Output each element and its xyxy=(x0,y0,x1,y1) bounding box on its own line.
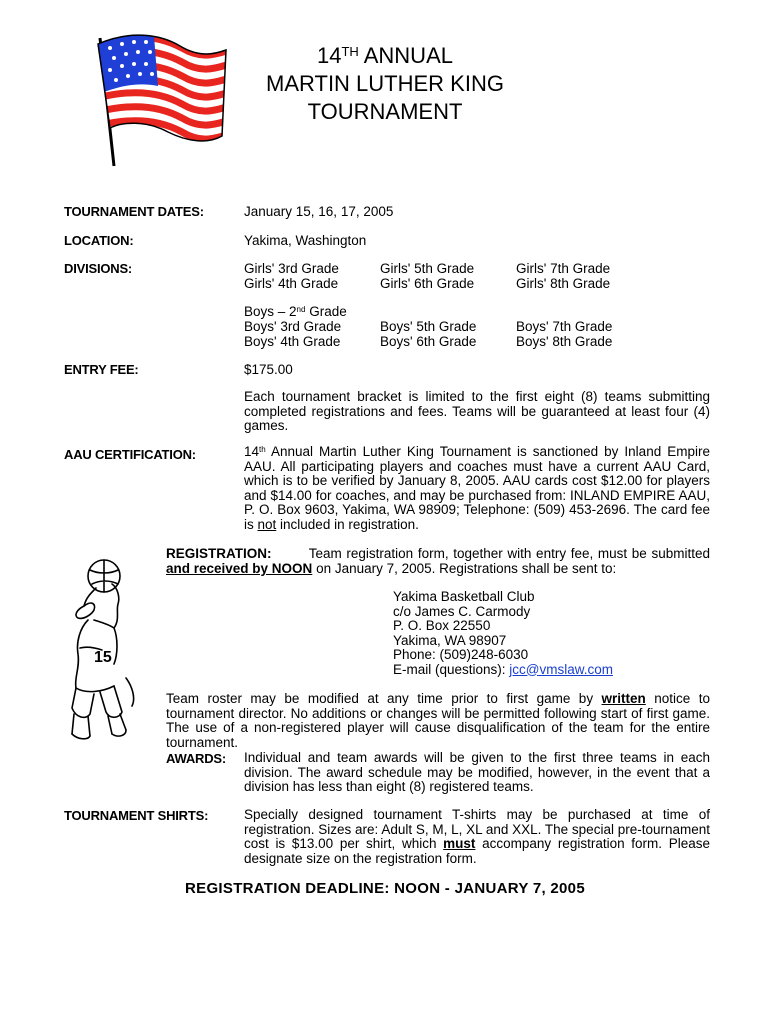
division-item: Girls' 3rd Grade xyxy=(244,261,339,276)
email-link[interactable]: jcc@vmslaw.com xyxy=(509,661,614,677)
dates-value: January 15, 16, 17, 2005 xyxy=(244,204,394,219)
location-value: Yakima, Washington xyxy=(244,233,367,248)
division-item: Girls' 8th Grade xyxy=(516,276,611,291)
roster-written: written xyxy=(601,691,646,706)
girls-col-2 xyxy=(380,261,474,291)
title-ordinal: 14 xyxy=(317,43,342,68)
aau-label: AAU CERTIFICATION: xyxy=(64,447,196,462)
location-label: LOCATION: xyxy=(64,233,134,248)
mailing-address xyxy=(393,590,613,677)
title-line2: MARTIN LUTHER KING xyxy=(266,71,504,96)
basketball-player-icon xyxy=(66,558,156,744)
title-ordinal-suffix: TH xyxy=(341,44,359,59)
roster-text-b: notice to tournament director. No additions or changes will be permitted following start of first game. The use of a non-registered player will cause disqualification of the team for the entire tournament. xyxy=(166,691,710,750)
shirts-text xyxy=(244,808,710,866)
division-item-boys-2nd xyxy=(244,304,347,319)
email-label: E-mail (questions): xyxy=(393,661,510,677)
aau-ordinal: 14 xyxy=(244,444,260,459)
division-item: Girls' 6th Grade xyxy=(380,276,475,291)
divisions-label: DIVISIONS: xyxy=(64,261,133,276)
dates-label: TOURNAMENT DATES: xyxy=(64,204,204,219)
boys-col-1 xyxy=(244,304,347,349)
boys-2nd-suffix: Grade xyxy=(309,304,347,319)
awards-text: Individual and team awards will be given to the first three teams in each division. The award schedule may be modified, however, in the event that a division has less than eight (8) registered teams. xyxy=(244,750,710,795)
svg-text:15: 15 xyxy=(94,649,112,666)
division-item: Girls' 4th Grade xyxy=(244,276,339,291)
shirts-text-b: accompany registration form. Please designate size on the registration form. xyxy=(244,836,710,866)
registration-deadline: REGISTRATION DEADLINE: NOON - JANUARY 7, 2005 xyxy=(185,880,585,897)
entry-fee-note: Each tournament bracket is limited to the first eight (8) teams submitting completed registrations and fees. Teams will be guaranteed at least four (4) games. xyxy=(244,389,710,434)
aau-text xyxy=(244,445,710,533)
registration-label: REGISTRATION: xyxy=(166,546,272,561)
address-line: Yakima, WA 98907 xyxy=(393,632,507,648)
girls-col-1 xyxy=(244,261,339,291)
address-line: c/o James C. Carmody xyxy=(393,603,531,619)
entry-fee-label: ENTRY FEE: xyxy=(64,362,139,377)
division-item: Girls' 7th Grade xyxy=(516,261,611,276)
aau-ordinal-sup: th xyxy=(259,445,266,454)
boys-2nd-sup: nd xyxy=(296,305,306,314)
division-item: Boys' 3rd Grade xyxy=(244,319,342,334)
address-line: P. O. Box 22550 xyxy=(393,618,491,633)
shirts-text-a: Specially designed tournament T-shirts may be purchased at time of registration. Sizes are: Adult S, M, L, XL and XXL. The special pre-tournament cost is $13.00 per shirt, which xyxy=(244,807,710,852)
division-item: Boys' 4th Grade xyxy=(244,334,341,349)
address-line: Phone: (509)248-6030 xyxy=(393,647,529,662)
girls-col-3 xyxy=(516,261,610,291)
aau-text-a: Annual Martin Luther King Tournament is sanctioned by Inland Empire AAU. All participating players and coaches must have a current AAU Card, which is to be verified by January 8, 2005. AAU cards cost $12.00 for players and $14.00 for coaches, and may be purchased from: INLAND EMPIRE AAU, P. O. Box 9603, Yakima, WA 98909; Telephone: (509) 453-2696. The card fee is xyxy=(244,444,710,532)
aau-not: not xyxy=(257,516,277,532)
title-line3: TOURNAMENT xyxy=(307,99,463,124)
boys-col-2 xyxy=(380,319,476,349)
shirts-label: TOURNAMENT SHIRTS: xyxy=(64,808,209,823)
boys-2nd-prefix: Boys – 2 xyxy=(244,304,297,319)
registration-text-b: on January 7, 2005. Registrations shall be sent to: xyxy=(312,560,617,576)
email-line xyxy=(393,663,613,678)
awards-label: AWARDS: xyxy=(166,751,226,766)
shirts-must: must xyxy=(443,836,476,852)
roster-text xyxy=(166,692,710,750)
registration-text xyxy=(166,547,710,576)
title-annual: ANNUAL xyxy=(363,43,453,68)
division-item: Boys' 5th Grade xyxy=(380,319,477,334)
aau-text-b: included in registration. xyxy=(276,516,419,532)
registration-text-a: Team registration form, together with entry fee, must be submitted xyxy=(308,546,710,561)
boys-col-3 xyxy=(516,319,612,349)
division-item: Boys' 6th Grade xyxy=(380,334,477,349)
address-line: Yakima Basketball Club xyxy=(393,589,535,604)
division-item: Girls' 5th Grade xyxy=(380,261,475,276)
entry-fee-value: $175.00 xyxy=(244,362,293,377)
registration-emphasis: and received by NOON xyxy=(166,560,313,576)
division-item: Boys' 7th Grade xyxy=(516,319,613,334)
page-title xyxy=(0,42,770,126)
roster-text-a: Team roster may be modified at any time prior to first game by xyxy=(166,691,602,706)
division-item: Boys' 8th Grade xyxy=(516,334,613,349)
